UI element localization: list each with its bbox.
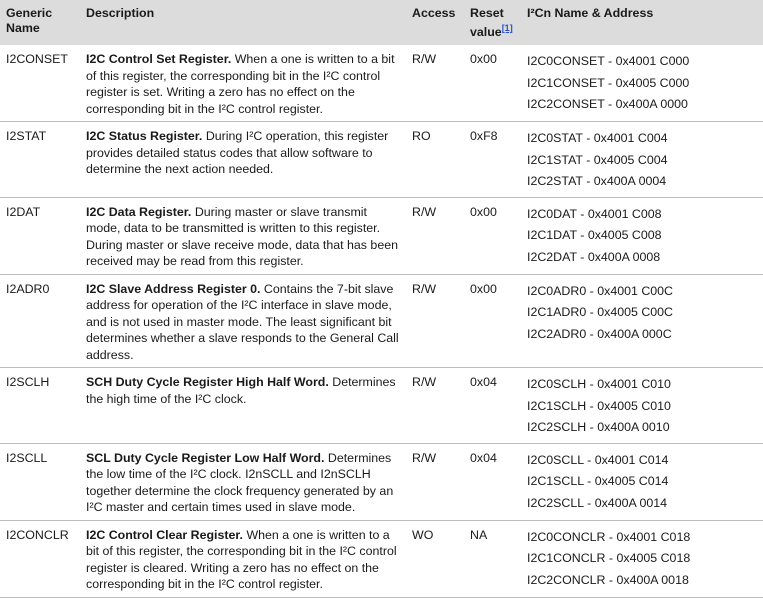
register-title: I2C Control Set Register. bbox=[86, 52, 232, 67]
register-addresses bbox=[521, 197, 763, 274]
header-access: Access bbox=[406, 0, 464, 45]
register-access: R/W bbox=[406, 368, 464, 444]
register-address-line: I2C1SCLL - 0x4005 C014 bbox=[527, 474, 669, 489]
register-access: WO bbox=[406, 520, 464, 597]
register-access: R/W bbox=[412, 52, 437, 67]
register-description bbox=[80, 122, 406, 198]
register-address-line: I2C0CONSET - 0x4001 C000 bbox=[527, 54, 690, 69]
register-address-line: I2C0STAT - 0x4001 C004 bbox=[527, 131, 668, 146]
table-row bbox=[0, 197, 763, 274]
table-row bbox=[0, 122, 763, 198]
register-addresses bbox=[521, 443, 763, 520]
register-reset-value: NA bbox=[464, 520, 521, 597]
register-reset-value: 0x04 bbox=[464, 368, 521, 444]
register-addresses bbox=[521, 368, 763, 444]
register-access: RO bbox=[406, 122, 464, 198]
register-description bbox=[80, 274, 406, 368]
register-generic-name: I2DAT bbox=[0, 197, 80, 274]
register-desc-text: When a one is written to a bit of this register, the corresponding bit in the I²C control register is cleared. Writing a zero has no effect on the corresponding bit in the I²C control register. bbox=[86, 527, 397, 592]
header-description: Description bbox=[80, 0, 406, 45]
register-reset-value: 0xF8 bbox=[464, 122, 521, 198]
table-header-row bbox=[0, 0, 763, 45]
footnote-link[interactable]: [1] bbox=[501, 23, 513, 33]
register-reset-value: 0x00 bbox=[464, 197, 521, 274]
register-addresses bbox=[521, 274, 763, 368]
register-desc-text: Determines the high time of the I²C clock. bbox=[86, 375, 396, 406]
register-addresses bbox=[521, 122, 763, 198]
register-access: R/W bbox=[406, 197, 464, 274]
table-row bbox=[0, 368, 763, 444]
register-title: I2C Data Register. bbox=[86, 204, 192, 219]
register-address-line: I2C0CONCLR - 0x4001 C018 bbox=[527, 529, 691, 544]
register-generic-name: I2CONCLR bbox=[0, 520, 80, 597]
register-title: I2C Status Register. bbox=[86, 129, 203, 144]
register-reset-value: 0x04 bbox=[464, 443, 521, 520]
register-address-line: I2C1CONCLR - 0x4005 C018 bbox=[527, 551, 691, 566]
register-description bbox=[80, 443, 406, 520]
register-address-line: I2C2DAT - 0x400A 0008 bbox=[527, 249, 661, 264]
register-title: I2C Control Clear Register. bbox=[86, 527, 243, 542]
register-description bbox=[80, 197, 406, 274]
register-generic-name: I2SCLL bbox=[0, 443, 80, 520]
register-generic-name: I2CONSET bbox=[6, 52, 68, 67]
register-desc-text: During I²C operation, this register provides detailed status codes that allow software to determine the next action needed. bbox=[86, 129, 389, 177]
register-desc-text: Contains the 7-bit slave address for operation of the I²C interface in slave mode, and is not used in master mode. The least significant bit determines whether a slave responds to the General Call address. bbox=[86, 281, 399, 362]
register-description bbox=[80, 520, 406, 597]
header-reset-value bbox=[464, 0, 521, 45]
register-title: SCH Duty Cycle Register High Half Word. bbox=[86, 375, 329, 390]
register-address-line: I2C1ADR0 - 0x4005 C00C bbox=[527, 305, 674, 320]
register-address-line: I2C1DAT - 0x4005 C008 bbox=[527, 228, 662, 243]
register-title: SCL Duty Cycle Register Low Half Word. bbox=[86, 450, 325, 465]
register-address-line: I2C2CONSET - 0x400A 0000 bbox=[527, 97, 688, 112]
table-row bbox=[0, 45, 763, 122]
register-address-line: I2C0ADR0 - 0x4001 C00C bbox=[527, 283, 674, 298]
register-address-line: I2C2ADR0 - 0x400A 000C bbox=[527, 326, 672, 341]
register-address-line: I2C1STAT - 0x4005 C004 bbox=[527, 152, 668, 167]
register-reset-value: 0x00 bbox=[464, 274, 521, 368]
register-description bbox=[80, 45, 406, 122]
header-name-address: I²Cn Name & Address bbox=[521, 0, 763, 45]
register-access: R/W bbox=[406, 443, 464, 520]
table-row bbox=[0, 443, 763, 520]
register-address-line: I2C2SCLH - 0x400A 0010 bbox=[527, 420, 670, 435]
register-address-line: I2C1CONSET - 0x4005 C000 bbox=[527, 75, 690, 90]
register-address-line: I2C0SCLH - 0x4001 C010 bbox=[527, 377, 671, 392]
register-desc-text: Determines the low time of the I²C clock. I2nSCLL and I2nSCLH together determine the clock frequency generated by an I²C master and certain times used in slave mode. bbox=[86, 450, 394, 515]
register-desc-text: When a one is written to a bit of this register, the corresponding bit in the I²C control register is set. Writing a zero has no effect on the corresponding bit in the I²C control register. bbox=[86, 52, 395, 116]
register-generic-name: I2ADR0 bbox=[0, 274, 80, 368]
register-addresses bbox=[521, 520, 763, 597]
register-address-line: I2C1SCLH - 0x4005 C010 bbox=[527, 398, 671, 413]
register-generic-name: I2STAT bbox=[0, 122, 80, 198]
register-access: R/W bbox=[406, 274, 464, 368]
table-row bbox=[0, 274, 763, 368]
register-address-line: I2C0SCLL - 0x4001 C014 bbox=[527, 452, 669, 467]
header-generic-name: Generic Name bbox=[0, 0, 80, 45]
register-address-line: I2C0DAT - 0x4001 C008 bbox=[527, 206, 662, 221]
register-reset-value: 0x00 bbox=[470, 52, 497, 67]
register-address-line: I2C2STAT - 0x400A 0004 bbox=[527, 174, 667, 189]
table-row bbox=[0, 520, 763, 597]
header-reset-label: Reset value bbox=[470, 6, 504, 40]
register-desc-text: During master or slave transmit mode, data to be transmitted is written to this register. During master or slave receive mode, data that has been received may be read from this register. bbox=[86, 204, 398, 269]
register-description bbox=[80, 368, 406, 444]
register-address-line: I2C2CONCLR - 0x400A 0018 bbox=[527, 572, 689, 587]
register-title: I2C Slave Address Register 0. bbox=[86, 281, 261, 296]
register-addresses bbox=[521, 45, 763, 122]
register-generic-name: I2SCLH bbox=[0, 368, 80, 444]
register-address-line: I2C2SCLL - 0x400A 0014 bbox=[527, 495, 668, 510]
